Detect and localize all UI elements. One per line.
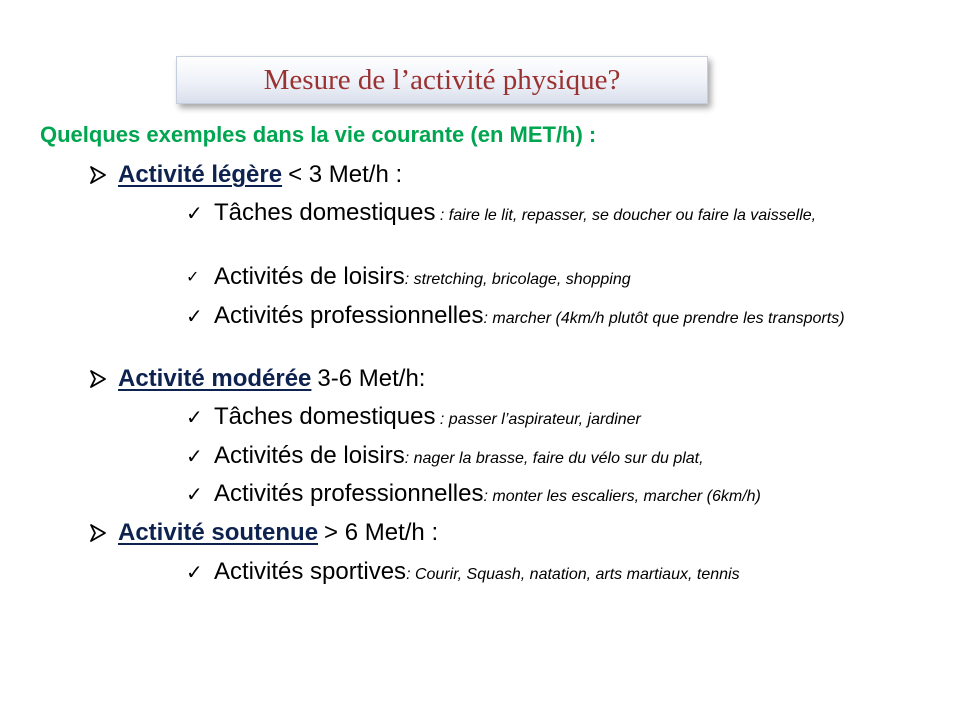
list-item — [186, 302, 908, 333]
checkmark-icon: ✓ — [186, 405, 203, 429]
checkmark-icon: ✓ — [186, 560, 203, 584]
slide-title-box — [176, 56, 708, 104]
arrow-bullet-icon — [88, 165, 118, 185]
item-lead: Activités professionnelles — [214, 302, 484, 329]
category-light — [88, 160, 402, 190]
item-detail: : monter les escaliers, marcher (6km/h) — [483, 488, 761, 505]
category-range: 3-6 Met/h: — [317, 365, 426, 392]
slide-title: Mesure de l’activité physique? — [263, 63, 621, 96]
category-moderate — [88, 364, 425, 394]
category-range: < 3 Met/h : — [288, 161, 403, 188]
intro-heading: Quelques exemples dans la vie courante (en MET/h) : — [40, 122, 597, 147]
item-lead: Activités de loisirs — [214, 442, 405, 469]
item-lead: Activités sportives — [214, 558, 407, 585]
list-item — [186, 442, 908, 473]
list-item — [186, 403, 908, 434]
item-detail: : Courir, Squash, natation, arts martiaux, tennis — [406, 566, 740, 583]
arrow-bullet-icon — [88, 369, 118, 389]
checkmark-icon: ✓ — [186, 482, 203, 506]
category-sustained — [88, 518, 438, 548]
item-lead: Activités professionnelles — [214, 480, 484, 507]
list-item — [186, 558, 908, 589]
item-detail: : passer l’aspirateur, jardiner — [435, 411, 641, 428]
list-item — [186, 263, 908, 294]
category-name: Activité légère — [118, 161, 283, 188]
checkmark-icon: ✓ — [186, 267, 200, 286]
category-name: Activité soutenue — [118, 519, 319, 546]
checkmark-icon: ✓ — [186, 304, 203, 328]
item-detail: : marcher (4km/h plutôt que prendre les transports) — [483, 310, 845, 327]
item-lead: Activités de loisirs — [214, 263, 405, 290]
checkmark-icon: ✓ — [186, 201, 203, 225]
item-lead: Tâches domestiques — [214, 403, 436, 430]
arrow-bullet-icon — [88, 523, 118, 543]
category-range: > 6 Met/h : — [324, 519, 439, 546]
item-detail: : nager la brasse, faire du vélo sur du plat, — [404, 450, 704, 467]
checkmark-icon: ✓ — [186, 444, 203, 468]
item-detail: : faire le lit, repasser, se doucher ou faire la vaisselle, — [435, 207, 817, 224]
list-item — [186, 480, 908, 511]
category-name: Activité modérée — [118, 365, 312, 392]
item-lead: Tâches domestiques — [214, 199, 436, 226]
list-item — [186, 199, 908, 230]
item-detail: : stretching, bricolage, shopping — [404, 271, 631, 288]
